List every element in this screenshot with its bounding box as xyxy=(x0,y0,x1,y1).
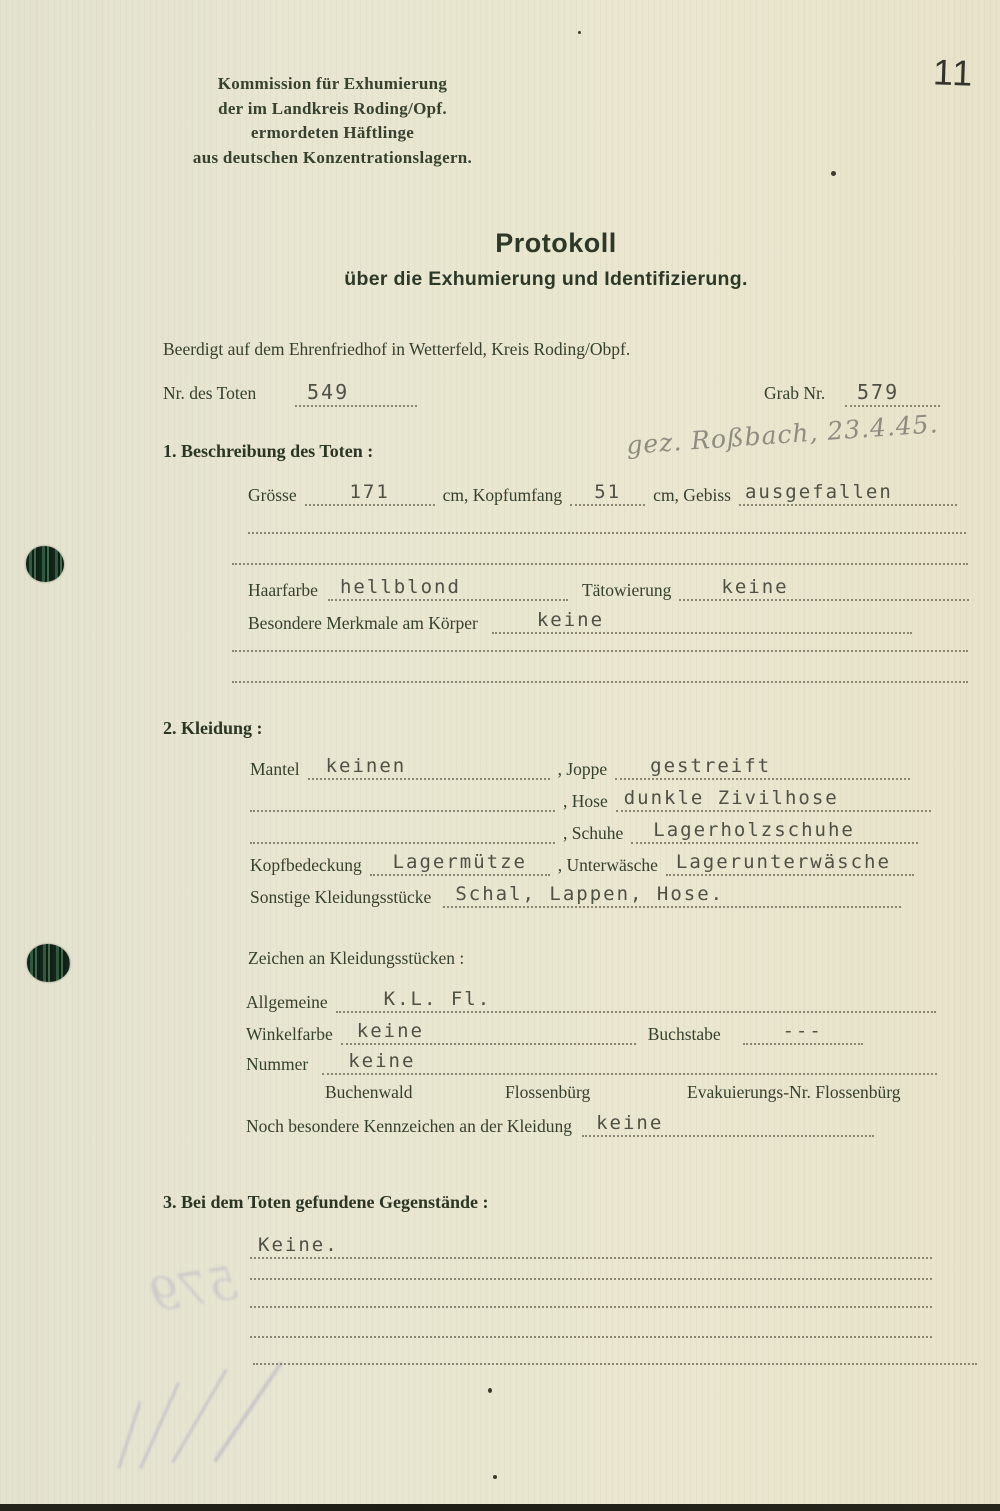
field-unterwaesche-label: , Unterwäsche xyxy=(557,855,658,875)
field-nummer-value: keine xyxy=(348,1050,416,1072)
field-mantel-value: keinen xyxy=(325,755,407,777)
field-hose-value: dunkle Zivilhose xyxy=(623,787,839,809)
blank-dotted-line xyxy=(232,650,968,652)
field-grab-value: 579 xyxy=(857,380,900,404)
camp-label-flossenbuerg: Flossenbürg xyxy=(505,1082,591,1102)
field-merkmale-value: keine xyxy=(536,609,605,631)
field-toten-label: Nr. des Toten xyxy=(163,383,257,403)
field-taetowierung-value: keine xyxy=(721,576,789,598)
field-winkelfarbe-value: keine xyxy=(356,1020,424,1042)
scan-bottom-edge xyxy=(0,1504,1000,1511)
paper-speck xyxy=(488,1388,492,1393)
empty-field xyxy=(250,822,555,844)
empty-field xyxy=(250,790,555,812)
document-title: Protokoll xyxy=(495,228,617,258)
camp-label-buchenwald: Buchenwald xyxy=(325,1082,413,1102)
field-kopfumfang-value: 51 xyxy=(594,481,622,503)
blank-dotted-line xyxy=(232,563,968,565)
field-kennzeichen-value: keine xyxy=(596,1112,664,1134)
letterhead-line: ermordeten Häftlinge xyxy=(250,123,415,142)
field-gebiss-label: cm, Gebiss xyxy=(653,485,731,505)
bleedthrough-writing: 579 xyxy=(146,1255,242,1323)
field-gebiss-value: ausgefallen xyxy=(744,481,893,503)
field-kopfbedeckung-value: Lagermütze xyxy=(392,851,527,873)
blank-dotted-line xyxy=(248,532,966,534)
letterhead-line: der im Landkreis Roding/Opf. xyxy=(218,98,447,118)
blank-dotted-line xyxy=(250,1278,932,1280)
paper-speck xyxy=(831,171,836,176)
field-hose-label: , Hose xyxy=(563,791,608,811)
field-sonstige-label: Sonstige Kleidungsstücke xyxy=(250,887,432,907)
zeichen-heading: Zeichen an Kleidungsstücken : xyxy=(248,948,465,968)
field-buchstabe-label: Buchstabe xyxy=(647,1024,721,1044)
field-toten-value: 549 xyxy=(307,380,350,404)
field-kennzeichen-label: Noch besondere Kennzeichen an der Kleidung xyxy=(246,1116,573,1136)
field-merkmale-label: Besondere Merkmale am Körper xyxy=(248,613,478,633)
field-nummer-label: Nummer xyxy=(246,1054,309,1074)
letterhead-line: Kommission für Exhumierung xyxy=(217,74,448,93)
blank-dotted-line xyxy=(250,1336,932,1338)
burial-location-line: Beerdigt auf dem Ehrenfriedhof in Wetterfeld, Kreis Roding/Obpf. xyxy=(163,339,631,359)
field-joppe-value: gestreift xyxy=(650,755,772,777)
section1-heading: 1. Beschreibung des Toten : xyxy=(163,441,374,461)
letterhead-line: aus deutschen Konzentrationslagern. xyxy=(192,147,473,167)
field-schuhe-value: Lagerholzschuhe xyxy=(653,819,855,841)
field-gegenstaende-value: Keine. xyxy=(258,1234,339,1256)
field-allgemeine-label: Allgemeine xyxy=(246,992,328,1012)
page-number: 11 xyxy=(932,51,976,94)
field-groesse-label: Grösse xyxy=(248,485,297,505)
field-buchstabe-value: --- xyxy=(782,1020,823,1042)
hole-punch-bottom xyxy=(27,944,70,982)
field-haarfarbe-value: hellblond xyxy=(339,576,461,598)
field-sonstige-value: Schal, Lappen, Hose. xyxy=(455,883,725,905)
field-kopfumfang-label: cm, Kopfumfang xyxy=(442,485,563,505)
camp-label-evakuierungs-nr: Evakuierungs-Nr. Flossenbürg xyxy=(687,1082,901,1102)
handwritten-signature-note: gez. Roßbach, 23.4.45. xyxy=(625,409,940,460)
section2-heading: 2. Kleidung : xyxy=(163,718,263,738)
letterhead xyxy=(160,72,505,170)
paper-speck xyxy=(578,31,581,34)
field-groesse-value: 171 xyxy=(349,481,390,503)
field-kopfbedeckung-label: Kopfbedeckung xyxy=(250,855,362,875)
field-joppe-label: , Joppe xyxy=(557,759,608,779)
hole-punch-top xyxy=(26,546,64,582)
field-mantel-label: Mantel xyxy=(250,759,300,779)
field-unterwaesche-value: Lagerunterwäsche xyxy=(675,851,891,873)
bleedthrough-stroke xyxy=(117,1401,141,1469)
paper-speck xyxy=(493,1475,497,1479)
blank-dotted-line xyxy=(253,1363,977,1365)
field-winkelfarbe-label: Winkelfarbe xyxy=(246,1024,333,1044)
section3-heading: 3. Bei dem Toten gefundene Gegenstände : xyxy=(163,1192,489,1212)
field-haarfarbe-label: Haarfarbe xyxy=(248,580,318,600)
blank-dotted-line xyxy=(250,1306,932,1308)
field-taetowierung-label: Tätowierung xyxy=(581,580,672,600)
document-subtitle: über die Exhumierung und Identifizierung. xyxy=(344,268,748,290)
field-allgemeine-value: K.L. Fl. xyxy=(383,988,492,1010)
field-schuhe-label: , Schuhe xyxy=(563,823,624,843)
blank-dotted-line xyxy=(232,681,968,683)
field-grab-label: Grab Nr. xyxy=(764,383,826,403)
